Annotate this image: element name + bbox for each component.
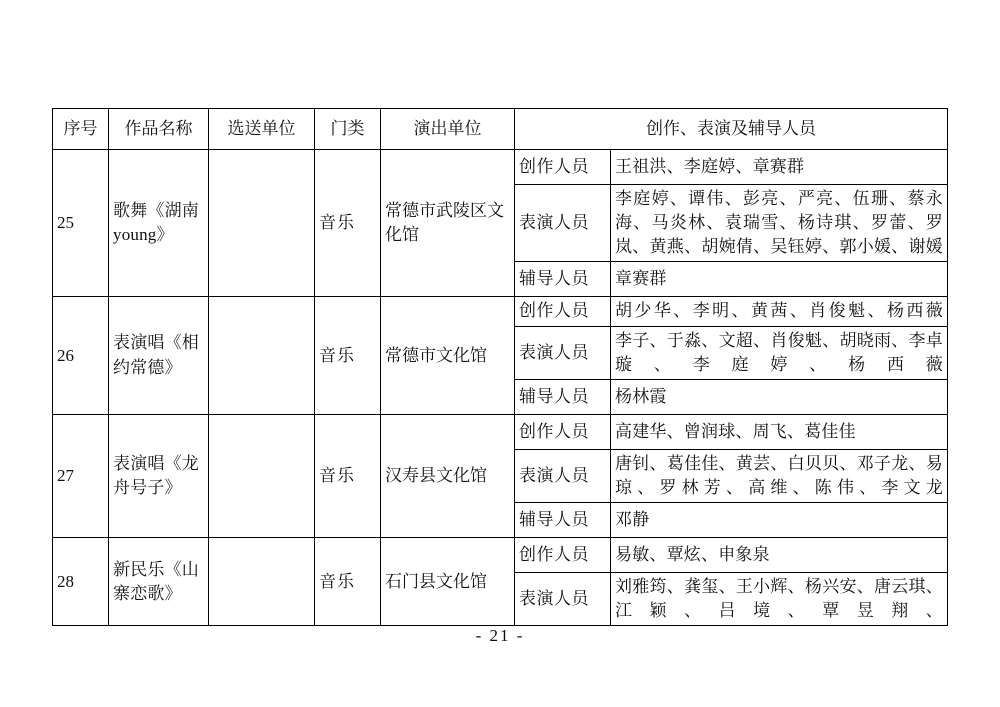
role-label-performance: 表演人员 <box>515 573 611 626</box>
header-seq: 序号 <box>53 109 109 150</box>
cell-title: 歌舞《湖南young》 <box>109 150 209 297</box>
cell-category: 音乐 <box>315 414 381 537</box>
role-label-performance: 表演人员 <box>515 326 611 379</box>
cell-creation-personnel: 高建华、曾润球、周飞、葛佳佳 <box>611 414 948 449</box>
cell-seq: 26 <box>53 297 109 414</box>
page-number: - 21 - <box>475 626 525 645</box>
role-label-creation: 创作人员 <box>515 538 611 573</box>
role-label-creation: 创作人员 <box>515 414 611 449</box>
cell-performance-personnel: 李子、于淼、文超、肖俊魁、胡晓雨、李卓璇、李庭婷、杨西薇 <box>611 326 948 379</box>
cell-performing-unit: 汉寿县文化馆 <box>381 414 515 537</box>
table-row <box>53 414 948 449</box>
cell-category: 音乐 <box>315 150 381 297</box>
role-label-coaching: 辅导人员 <box>515 503 611 538</box>
cell-title: 表演唱《龙舟号子》 <box>109 414 209 537</box>
header-performing-unit: 演出单位 <box>381 109 515 150</box>
cell-performance-personnel: 唐钊、葛佳佳、黄芸、白贝贝、邓子龙、易琼、罗林芳、高维、陈伟、李文龙 <box>611 449 948 502</box>
cell-performing-unit: 常德市武陵区文化馆 <box>381 150 515 297</box>
cell-seq: 28 <box>53 538 109 626</box>
cell-seq: 27 <box>53 414 109 537</box>
cell-seq: 25 <box>53 150 109 297</box>
role-label-performance: 表演人员 <box>515 449 611 502</box>
role-label-creation: 创作人员 <box>515 150 611 185</box>
award-list-table <box>52 108 948 626</box>
table-row <box>53 150 948 185</box>
cell-creation-personnel: 易敏、覃炫、申象泉 <box>611 538 948 573</box>
role-label-performance: 表演人员 <box>515 185 611 262</box>
cell-creation-personnel: 胡少华、李明、黄茜、肖俊魁、杨西薇 <box>611 297 948 326</box>
table-wrapper <box>52 108 948 626</box>
cell-selecting-unit <box>209 538 315 626</box>
table-row <box>53 297 948 326</box>
cell-coaching-personnel: 邓静 <box>611 503 948 538</box>
cell-selecting-unit <box>209 297 315 414</box>
cell-performing-unit: 常德市文化馆 <box>381 297 515 414</box>
cell-title: 新民乐《山寨恋歌》 <box>109 538 209 626</box>
table-header-row <box>53 109 948 150</box>
role-label-creation: 创作人员 <box>515 297 611 326</box>
role-label-coaching: 辅导人员 <box>515 262 611 297</box>
cell-coaching-personnel: 杨林霞 <box>611 379 948 414</box>
cell-performance-personnel: 刘雅筠、龚玺、王小辉、杨兴安、唐云琪、江颖、吕境、覃昱翔、 <box>611 573 948 626</box>
header-title: 作品名称 <box>109 109 209 150</box>
cell-title: 表演唱《相约常德》 <box>109 297 209 414</box>
cell-selecting-unit <box>209 414 315 537</box>
cell-coaching-personnel: 章赛群 <box>611 262 948 297</box>
cell-category: 音乐 <box>315 538 381 626</box>
header-selecting-unit: 选送单位 <box>209 109 315 150</box>
role-label-coaching: 辅导人员 <box>515 379 611 414</box>
cell-creation-personnel: 王祖洪、李庭婷、章赛群 <box>611 150 948 185</box>
header-personnel: 创作、表演及辅导人员 <box>515 109 948 150</box>
table-row <box>53 538 948 573</box>
cell-performing-unit: 石门县文化馆 <box>381 538 515 626</box>
cell-performance-personnel: 李庭婷、谭伟、彭亮、严亮、伍珊、蔡永海、马炎林、袁瑞雪、杨诗琪、罗蕾、罗岚、黄燕、胡婉倩、吴钰婷、郭小媛、谢媛 <box>611 185 948 262</box>
cell-category: 音乐 <box>315 297 381 414</box>
header-category: 门类 <box>315 109 381 150</box>
cell-selecting-unit <box>209 150 315 297</box>
